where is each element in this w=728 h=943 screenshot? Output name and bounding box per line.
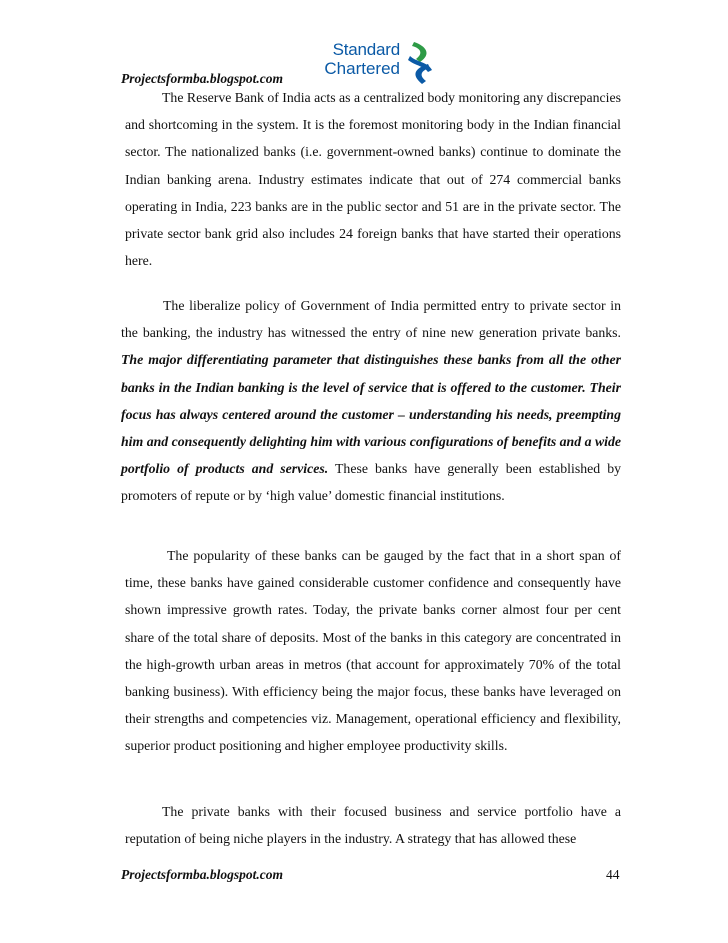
paragraph-4: [125, 798, 621, 852]
footer-site-name: Projectsformba.blogspot.com: [121, 867, 283, 882]
paragraph-2-text-b: These banks have generally been established by promoters of repute or by ‘high value’ domestic financial institutions.: [121, 461, 621, 504]
paragraph-3-text: The popularity of these banks can be gauged by the fact that in a short span of time, these banks have gained considerable customer confidence and consequently have shown impressive growth rates. Today, the private banks corner almost four per cent share of the total share of deposits. Most of the banks in this category are concentrated in the high-growth urban areas in metros (that account for approximately 70% of the total banking business). With efficiency being the major focus, these banks have leveraged on their strengths and competencies viz. Management, operational efficiency and flexibility, superior product positioning and higher employee productivity skills.: [125, 548, 621, 754]
paragraph-1-text: The Reserve Bank of India acts as a centralized body monitoring any discrepancies and shortcoming in the system. It is the foremost monitoring body in the Indian financial sector. The nationalized banks (i.e. government-owned banks) continue to dominate the Indian banking arena. Industry estimates indicate that out of 274 commercial banks operating in India, 223 banks are in the public sector and 51 are in the private sector. The private sector bank grid also includes 24 foreign banks that have started their operations here.: [125, 90, 621, 269]
header-site-name: Projectsformba.blogspot.com: [121, 71, 283, 86]
paragraph-2-emphasis: The major differentiating parameter that distinguishes these banks from all the other banks in the Indian banking is the level of service that is offered to the customer. Their focus has always centered around the customer – understanding his needs, preempting him and consequently delighting him with various configurations of benefits and a wide portfolio of products and services.: [121, 352, 621, 477]
page-number: 44: [606, 867, 620, 882]
logo-text: [324, 40, 400, 78]
paragraph-4-text: The private banks with their focused business and service portfolio have a reputation of being niche players in the industry. A strategy that has allowed these: [125, 804, 621, 847]
standard-chartered-logo: [318, 40, 436, 88]
paragraph-3: [125, 542, 621, 760]
paragraph-2: [121, 292, 621, 510]
paragraph-2-text-a: The liberalize policy of Government of India permitted entry to private sector in the banking, the industry has witnessed the entry of nine new generation private banks.: [121, 298, 621, 341]
paragraph-1: [125, 84, 621, 274]
logo-line-2: Chartered: [324, 59, 400, 78]
standard-chartered-logo-icon: [406, 40, 436, 86]
logo-line-1: Standard: [332, 40, 400, 59]
